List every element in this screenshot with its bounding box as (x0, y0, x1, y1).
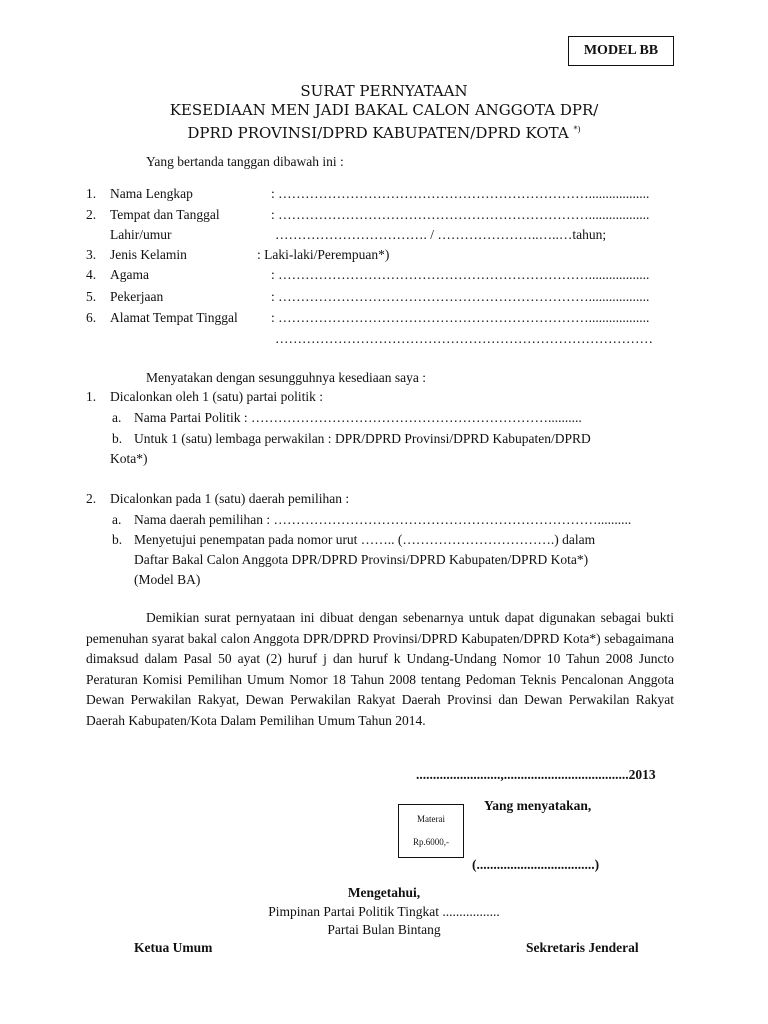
field-1-num: 1. (86, 186, 97, 201)
section1-a-text: Nama Partai Politik : ………………………………………………………….......... (134, 410, 582, 425)
section2-a-text: Nama daerah pemilihan : ……………………………………………………………….......... (134, 512, 632, 527)
date-line: .........................,.....................................2013 (416, 767, 656, 782)
closing-paragraph (86, 608, 674, 731)
field-1-value: : …………………………………………………………….................. (271, 186, 650, 201)
section2-num: 2. (86, 491, 97, 506)
field-2b-value: ……………………………. / …………………..…..…tahun; (275, 227, 607, 242)
field-4-num: 4. (86, 267, 97, 282)
field-3-num: 3. (86, 247, 97, 262)
closing-text: Demikian surat pernyataan ini dibuat dengan sebenarnya untuk dapat digunakan sebagai bukti pemenuhan syarat bakal calon Anggota DPR/DPRD Provinsi/DPRD Kabupaten/DPRD Kota*) sebagaimana dimaksud dalam Pasal 50 ayat (2) huruf j dan huruf k Undang-Undang Nomor 10 Tahun 2008 Juncto Peraturan Komisi Pemilihan Umum Nomor 18 Tahun 2008 tentang Pedoman Teknis Pencalonan Anggota Dewan Perwakilan Rakyat, Dewan Perwakilan Rakyat Daerah Provinsi dan Dewan Perwakilan Rakyat Daerah Kabupaten/Kota Dalam Pemilihan Umum Tahun 2014. (86, 610, 674, 728)
title-line-3 (0, 120, 768, 143)
field-6-label: Alamat Tempat Tinggal (110, 310, 238, 325)
field-2-num: 2. (86, 207, 97, 222)
field-4-label: Agama (110, 267, 149, 282)
title-footnote-mark: *) (573, 125, 581, 134)
section1-a-label: a. (112, 410, 122, 425)
section1-b-text2: Kota*) (110, 451, 148, 466)
pimpinan-line: Pimpinan Partai Politik Tingkat ................. (268, 904, 500, 919)
field-2-value: : …………………………………………………………….................. (271, 207, 650, 222)
field-6b-value: ………………………………………………………………………… (275, 331, 653, 346)
materai-stamp-box (398, 804, 464, 858)
mengetahui-label: Mengetahui, (347, 885, 421, 900)
partai-name: Partai Bulan Bintang (327, 922, 441, 937)
model-label: MODEL BB (568, 36, 674, 66)
section1-num: 1. (86, 389, 97, 404)
ketua-umum-label: Ketua Umum (134, 940, 213, 955)
section2-b-text3: (Model BA) (134, 572, 201, 587)
signer-label: Yang menyatakan, (484, 798, 592, 813)
section2-a-label: a. (112, 512, 122, 527)
section2-b-text: Menyetujui penempatan pada nomor urut …….. (…………………………….) dalam (134, 532, 596, 547)
field-5-num: 5. (86, 289, 97, 304)
section1-b-label: b. (112, 431, 123, 446)
field-5-label: Pekerjaan (110, 289, 164, 304)
field-1-label: Nama Lengkap (110, 186, 193, 201)
materai-value: Rp.6000,- (413, 837, 449, 847)
section2-heading: Dicalonkan pada 1 (satu) daerah pemilihan : (110, 491, 350, 506)
field-6-value: : …………………………………………………………….................. (271, 310, 650, 325)
field-4-value: : …………………………………………………………….................. (271, 267, 650, 282)
field-3-label: Jenis Kelamin (110, 247, 187, 262)
field-6-num: 6. (86, 310, 97, 325)
signature-line: (...................................) (472, 857, 600, 872)
sekretaris-jenderal-label: Sekretaris Jenderal (526, 940, 639, 955)
intro-text: Yang bertanda tanggan dibawah ini : (146, 154, 344, 169)
section2-b-text2: Daftar Bakal Calon Anggota DPR/DPRD Provinsi/DPRD Kabupaten/DPRD Kota*) (134, 552, 589, 567)
field-3-value: : Laki-laki/Perempuan*) (257, 247, 390, 262)
title-line-1: SURAT PERNYATAAN (300, 82, 468, 100)
title-line-3-text: DPRD PROVINSI/DPRD KABUPATEN/DPRD KOTA (187, 124, 569, 142)
field-5-value: : …………………………………………………………….................. (271, 289, 650, 304)
materai-label: Materai (417, 814, 445, 824)
field-2b-label: Lahir/umur (110, 227, 172, 242)
declare-intro: Menyatakan dengan sesungguhnya kesediaan saya : (146, 370, 427, 385)
title-line-2: KESEDIAAN MEN JADI BAKAL CALON ANGGOTA DPR/ (169, 101, 599, 119)
section1-b-text: Untuk 1 (satu) lembaga perwakilan : DPR/DPRD Provinsi/DPRD Kabupaten/DPRD (134, 431, 591, 446)
section1-heading: Dicalonkan oleh 1 (satu) partai politik : (110, 389, 323, 404)
field-2-label: Tempat dan Tanggal (110, 207, 220, 222)
section2-b-label: b. (112, 532, 123, 547)
